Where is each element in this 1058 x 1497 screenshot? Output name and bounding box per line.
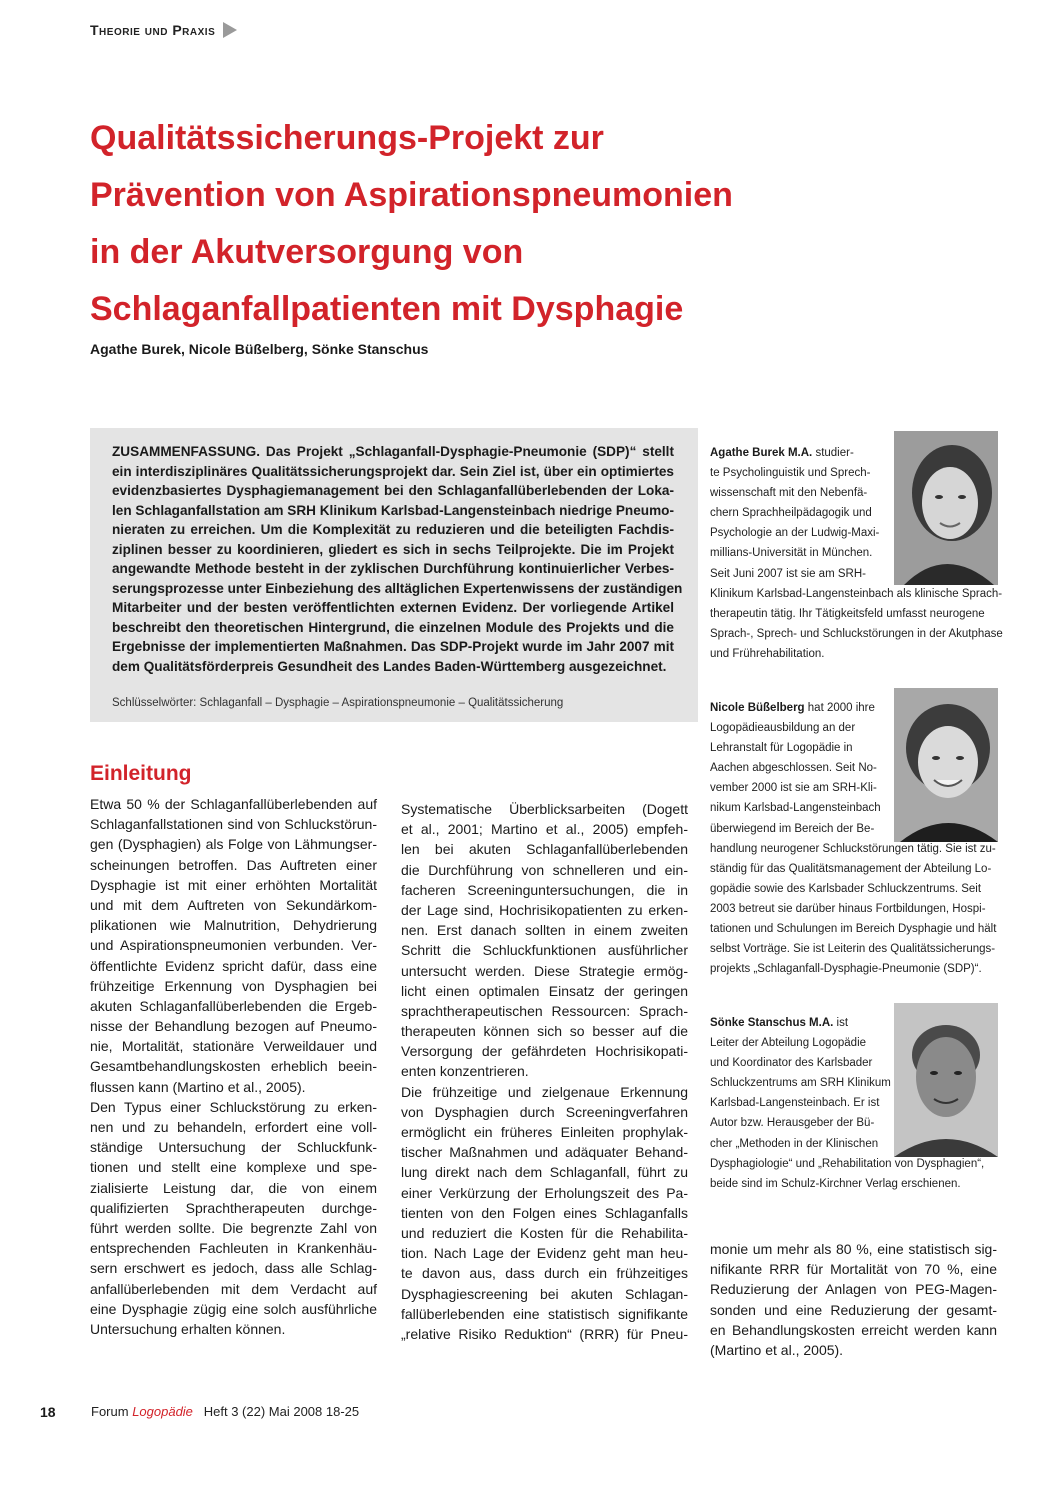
abstract-line: nieraten zu erreichen. Um die Komplexität zu reduzieren und die beteiligten Fachdis- [112,522,674,537]
authors: Agathe Burek, Nicole Büßelberg, Sönke Stanschus [90,341,429,357]
bio-line: Dysphagiologie“ und „Rehabilitation von Dysphagien“, [710,1157,985,1170]
body-line: Den Typus einer Schluckstörung zu erken- [90,1098,377,1115]
body-line: Dysphagiescreening bei akuten Schlagan- [401,1285,688,1302]
body-line: die Durchführung von schnelleren und ein- [401,861,688,878]
bio-line: und Frührehabilitation. [710,647,825,660]
body-line: entsprechenden Fachleuten in Krankenhäu- [90,1240,377,1257]
body-line: ermöglicht ein früheres Einleiten prophylak- [401,1124,688,1140]
bio-line: cher „Methoden in der Klinischen [710,1137,879,1150]
body-line: zialisierte Leistung dar, die von einem [90,1179,377,1196]
journal-name: Forum [91,1404,129,1419]
body-line: Schritt die Schluckfunktionen ausführlicher [401,942,688,959]
body-line: nie, Mortalität, stationäre Verweildauer und [90,1038,377,1055]
article-title [90,110,990,338]
bio-line: Psychologie an der Ludwig-Maxi- [710,527,880,540]
body-line: en Behandlungskosten erreicht werden kann [710,1321,997,1338]
body-line: enten konzentrieren. [401,1063,529,1080]
abstract-line: angewandte Methode besteht in der zyklischen Durchführung kontinuierlicher Verbes- [112,561,674,576]
bio-line: und Koordinator des Karlsbader [710,1057,873,1070]
body-line: Systematische Überblicksarbeiten (Dogett [401,801,688,817]
bio-line: Karlsbad-Langensteinbach. Er ist [710,1097,880,1110]
bio-line: te Psycholinguistik und Sprech- [710,467,871,480]
body-line: nen. Erst danach sollten in einem zweiten [401,922,688,939]
play-triangle-icon [223,22,237,38]
section-heading: Einleitung [90,762,192,785]
portrait-icon [894,688,998,842]
body-line: Dysphagie ist mit einer erhöhten Mortalität [90,876,377,893]
abstract-line: ziplinen besser zu koordinieren, gliedert es sich in sechs Teilprojekte. Die im Projekt [112,541,674,557]
bio-line: Schluckzentrums am SRH Klinikum [710,1077,891,1090]
abstract-line: beschreibt den theoretischen Hintergrund, die einzelnen Module des Projekts und die [112,619,674,635]
bio-line: projekts „Schlaganfall-Dysphagie-Pneumonie (SDP)“. [710,963,982,976]
bio-line: Logopädieausbildung an der [710,722,856,735]
body-line: et al., 2001; Martino et al., 2005) empfeh- [401,821,688,838]
body-line: öffentlichte Evidenz spricht dafür, dass eine [90,957,377,974]
body-line: sern erschwert es jedoch, dass alle Schlag- [90,1260,377,1277]
body-line: von Dysphagien durch Screeningverfahren [401,1103,688,1120]
body-line: (Martino et al., 2005). [710,1341,844,1358]
bio-name: Sönke Stanschus M.A. [710,1017,834,1029]
body-column-1 [90,794,377,1339]
body-line: scheinungen betroffen. Das Auftreten einer [90,856,377,873]
body-line: len bei akuten Schlaganfallüberlebenden [401,841,688,858]
bio-line: Sprach-, Sprech- und Schluckstörungen in der Akutphase [710,627,1003,640]
bio-name: Nicole Büßelberg [710,702,805,714]
bio-name: Agathe Burek M.A. [710,447,813,459]
abstract-line: dem Qualitätsförderpreis Gesundheit des Landes Baden-Württemberg ausgezeichnet. [112,658,667,674]
body-line: untersucht werden. Diese Strategie ermög- [401,962,688,979]
title-line: in der Akutversorgung von [90,233,524,271]
body-line: lung direkt nach dem Schlaganfall, führt zu [401,1164,688,1181]
bio-line: Lehranstalt für Logopädie in [710,742,853,755]
body-line: facheren Screeninguntersuchungen, die in [401,881,688,898]
portrait-icon [894,431,998,585]
body-column-3 [710,1239,997,1360]
body-line: Versorgung der gefährdeten Hochrisikopati- [401,1043,688,1060]
body-line: flussen kann (Martino et al., 2005). [90,1078,306,1095]
abstract-box [90,428,698,722]
body-line: Untersuchung erhalten können. [90,1320,286,1337]
title-line: Prävention von Aspirationspneumonien [90,176,733,214]
issue-info: Heft 3 (22) Mai 2008 18-25 [203,1404,360,1419]
body-line: te davon aus, dass durch ein frühzeitiges [401,1265,688,1282]
body-line: tion. Nach Lage der Evidenz geht man heu- [401,1245,688,1262]
body-line: der Lage sind, Hochrisikopatienten zu erken- [401,901,688,918]
body-line: einer Verkürzung der Erholungszeit des Pa- [401,1184,688,1201]
body-line: nen und zu behandeln, erfordert eine voll- [90,1119,377,1135]
bio-text: ist [833,1017,849,1029]
body-line: gen (Dysphagien) als Folge von Lähmungser- [90,836,377,853]
bio-line: Klinikum Karlsbad-Langensteinbach als klinische Sprach- [710,587,1003,600]
body-line: Gesamtbehandlungskosten erheblich beein- [90,1058,377,1075]
author-photo-stanschus [894,1003,998,1157]
author-photo-buesselberg [894,688,998,842]
abstract-line: len Schlaganfallstation am SRH Klinikum Karlsbad-Langensteinbach niedrige Pneumo- [112,502,674,518]
journal-name-italic: Logopädie [132,1404,193,1419]
bio-line: wissenschaft mit den Nebenfä- [710,487,868,500]
abstract-line: serungsprozesse unter Einbeziehung des alltäglichen Expertenwissens der zuständigen [112,580,683,596]
bio-line: 2003 betreut sie darüber hinaus Fortbildungen, Hospi- [710,902,986,915]
body-line: und Aspirationspneumonien verbunden. Ver- [90,937,377,954]
body-line: „relative Risiko Reduktion“ (RRR) für Pneu- [401,1325,688,1342]
body-line: eine Dysphagie zügig eine solch ausführliche [90,1300,377,1317]
bio-text: hat 2000 ihre [804,702,875,714]
bio-line: nikum Karlsbad-Langensteinbach [710,802,881,815]
body-line: tischer Maßnahmen und adäquater Behand- [401,1144,688,1161]
bio-line: Aachen abgeschlossen. Seit No- [710,762,877,775]
body-line: führt werden sollte. Die begrenzte Zahl von [90,1219,377,1236]
author-photo-burek [894,431,998,585]
page-number: 18 [40,1404,56,1420]
abstract-line: ZUSAMMENFASSUNG. Das Projekt „Schlaganfall-Dysphagie-Pneumonie (SDP)“ stellt [112,444,674,459]
portrait-icon [894,1003,998,1157]
body-line: akuten Schlaganfallüberlebenden die Ergeb- [90,997,377,1014]
body-line: und mit dem Auftreten von Sekundärkom- [90,896,377,913]
body-line: Etwa 50 % der Schlaganfallüberlebenden auf [90,796,377,812]
abstract-line: Mitarbeiter und der besten veröffentlichten externen Evidenz. Der vorliegende Artikel [112,600,674,615]
body-line: nisse der Behandlung bezogen auf Pneumo- [90,1018,377,1035]
body-line: qualifizierten Sprachtherapeuten durchge- [90,1199,377,1216]
bio-line: handlung neurogener Schluckstörungen tätig. Sie ist zu- [710,842,996,855]
bio-line: Leiter der Abteilung Logopädie [710,1037,867,1050]
bio-line: therapeutin tätig. Ihr Tätigkeitsfeld umfasst neurogene [710,607,985,620]
journal-footer [91,1404,359,1419]
body-line: anfallüberlebenden mit dem Verdacht auf [90,1280,377,1297]
bio-line: millians-Universität in München. [710,547,873,560]
bio-line: vember 2000 ist sie am SRH-Kli- [710,782,877,795]
body-line: sonden und eine Reduzierung der gesamt- [710,1301,997,1318]
bio-line: beide sind im Schulz-Kirchner Verlag erschienen. [710,1177,961,1190]
bio-line: überwiegend im Bereich der Be- [710,822,875,835]
abstract-text [112,442,683,676]
body-line: ständige Untersuchung der Schluckfunk- [90,1139,377,1156]
body-line: frühzeitige Erkennung von Dysphagien bei [90,977,377,994]
section-header [90,22,237,38]
body-line: Reduzierung der Anlagen von PEG-Magen- [710,1281,997,1298]
abstract-line: ein interdisziplinäres Qualitätssicherungsprojekt dar. Sein Ziel ist, über ein optimiertes [112,463,674,479]
body-line: tionen und stellt eine komplexe und spe- [90,1159,377,1176]
body-line: Schlaganfallstationen sind von Schluckstörun- [90,816,377,833]
keywords: Schlüsselwörter: Schlaganfall – Dysphagie – Aspirationspneumonie – Qualitätssicherung [112,697,564,709]
body-line: Die frühzeitige und zielgenaue Erkennung [401,1083,688,1100]
bio-line: selbst Vorträge. Sie ist Leiterin des Qualitätssicherungs- [710,943,996,956]
bio-line: chern Sprachheilpädagogik und [710,507,872,520]
bio-line: tationen und Schulungen im Bereich Dysphagie und hält [710,923,997,936]
body-line: therapeuten können sich so besser auf die [401,1023,688,1040]
title-line: Schlaganfallpatienten mit Dysphagie [90,290,684,328]
body-line: tienten von den Folgen eines Schlaganfalls [401,1204,688,1221]
body-column-2 [401,799,688,1344]
body-line: plikationen wie Malnutrition, Dehydrierung [90,917,377,934]
abstract-line: evidenzbasiertes Dysphagiemanagement bei den Schlaganfallüberlebenden der Loka- [112,483,674,498]
abstract-line: Ergebnisse der implementierten Maßnahmen. Das SDP-Projekt wurde im Jahr 2007 mit [112,639,674,654]
title-line: Qualitätssicherungs-Projekt zur [90,119,604,157]
body-line: sprachtherapeutischen Ressourcen: Sprach- [401,1002,688,1019]
body-line: und reduziert die Kosten für die Rehabilita- [401,1224,688,1241]
bio-line: Seit Juni 2007 ist sie am SRH- [710,567,866,580]
bio-text: studier- [812,447,854,459]
body-line: monie um mehr als 80 %, eine statistisch sig- [710,1241,997,1257]
body-line: nifikante RRR für Mortalität von 70 %, eine [710,1261,997,1278]
bio-line: gopädie sowie des Karlsbader Schluckzentrums. Seit [710,882,982,895]
bio-line: ständig für das Qualitätsmanagement der Abteilung Lo- [710,862,992,875]
body-line: fallüberlebenden eine statistisch signifikante [401,1305,688,1322]
section-label: Theorie und Praxis [90,22,216,38]
bio-line: Autor bzw. Herausgeber der Bü- [710,1117,875,1130]
body-line: licht einen optimalen Einsatz der geringen [401,982,688,999]
